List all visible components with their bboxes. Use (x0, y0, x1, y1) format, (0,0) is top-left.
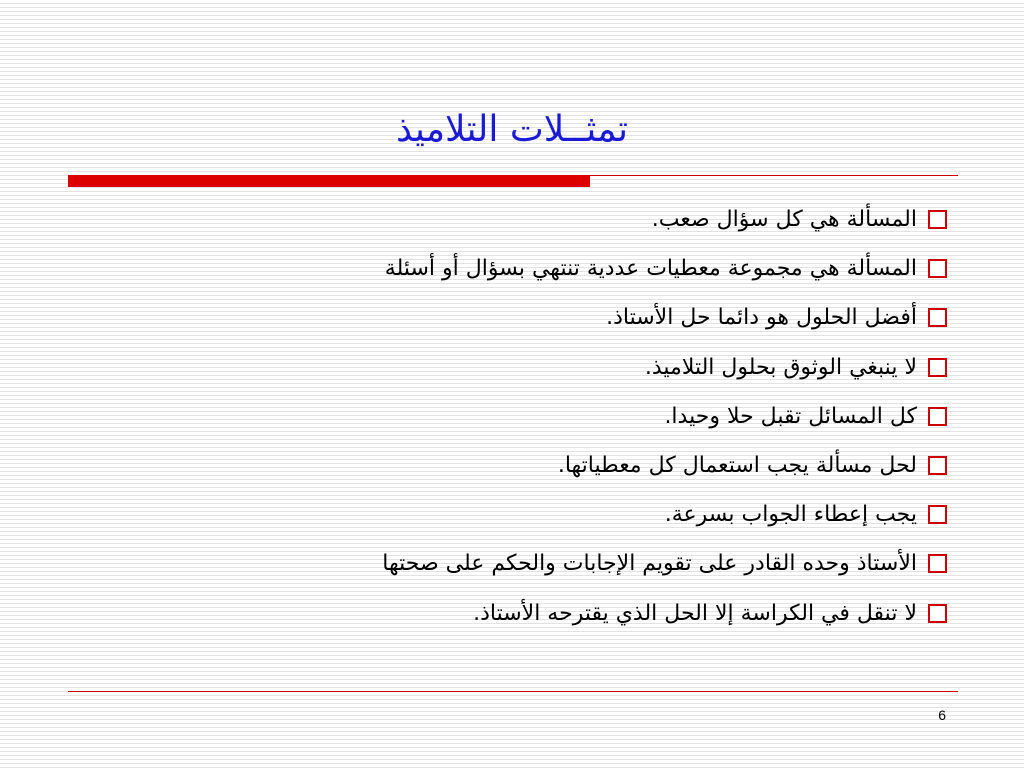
bullet-text: لا ينبغي الوثوق بحلول التلاميذ. (644, 354, 917, 380)
square-bullet-icon (928, 358, 947, 377)
bullet-item (167, 244, 947, 293)
bullet-text: الأستاذ وحده القادر على تقويم الإجابات والحكم على صحتها (382, 551, 917, 577)
bullet-text: يجب إعطاء الجواب بسرعة. (664, 502, 917, 528)
bullet-item (167, 490, 947, 539)
square-bullet-icon (928, 210, 947, 229)
bullet-text: المسألة هي مجموعة معطيات عددية تنتهي بسؤال أو أسئلة (384, 256, 917, 282)
square-bullet-icon (928, 259, 947, 278)
square-bullet-icon (928, 308, 947, 327)
bullet-text: أفضل الحلول هو دائما حل الأستاذ. (606, 305, 917, 331)
bullet-text: لحل مسألة يجب استعمال كل معطياتها. (557, 453, 917, 479)
page-number: 6 (938, 707, 946, 723)
square-bullet-icon (928, 456, 947, 475)
square-bullet-icon (928, 505, 947, 524)
bullet-item (167, 441, 947, 490)
bullet-item (167, 589, 947, 638)
bullet-text: لا تنقل في الكراسة إلا الحل الذي يقترحه الأستاذ. (473, 600, 917, 626)
bullet-item (167, 293, 947, 342)
bullet-text: كل المسائل تقبل حلا وحيدا. (664, 403, 917, 429)
title-divider-thick (68, 175, 590, 187)
bullet-item (167, 195, 947, 244)
square-bullet-icon (928, 407, 947, 426)
bullet-item (167, 539, 947, 588)
footer-divider (68, 691, 958, 692)
square-bullet-icon (928, 604, 947, 623)
bullet-list (167, 195, 947, 638)
bullet-item (167, 343, 947, 392)
square-bullet-icon (928, 554, 947, 573)
slide-title: تمثــلات التلاميذ (396, 109, 628, 150)
bullet-item (167, 392, 947, 441)
bullet-text: المسألة هي كل سؤال صعب. (651, 207, 917, 233)
